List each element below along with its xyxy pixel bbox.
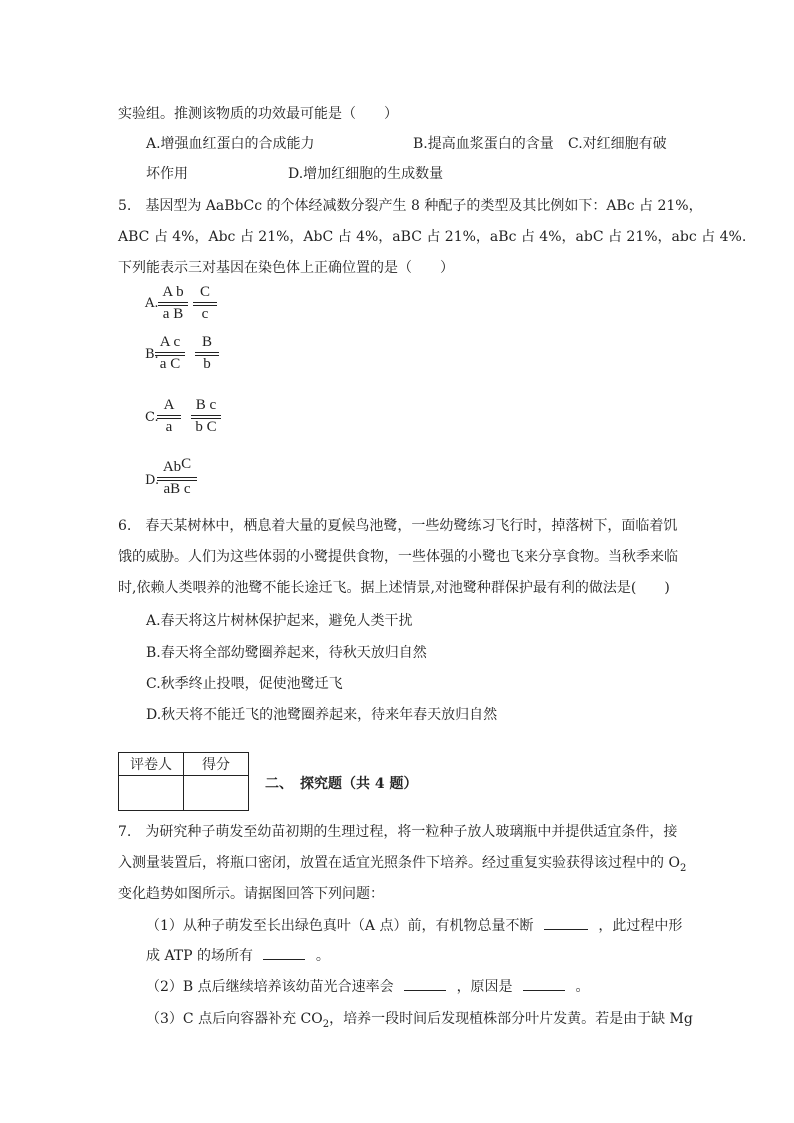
q7-stem-line2 — [118, 853, 686, 879]
q4-option-b: B.提高血浆蛋白的含量 — [413, 136, 554, 152]
grader-header: 评卷人 — [119, 753, 184, 776]
allele-top-raised: C — [181, 456, 192, 472]
q5-option-b-chromosome-1 — [155, 334, 185, 373]
q6-stem-line2: 饿的威胁。人们为这些体弱的小鹭提供食物，一些体强的小鹭也飞来分享食物。当秋季来临 — [118, 549, 678, 565]
q7-part1-text-b: ，此过程中形 — [598, 918, 683, 934]
allele-bottom: c — [201, 306, 209, 322]
allele-top: B — [201, 334, 212, 350]
allele-bottom: a C — [159, 356, 181, 372]
q7-part3-text-b: ，培养一段时间后发现植株部分叶片发黄。若是由于缺 Mg — [329, 1011, 693, 1027]
q7-part2-line — [146, 977, 589, 997]
q5-stem-line1: 5. 基因型为 AaBbCc 的个体经减数分裂产生 8 种配子的类型及其比例如下：ABc 占 21%， — [118, 198, 703, 214]
q5-option-c-chromosome-2 — [191, 397, 221, 436]
q5-stem-line3: 下列能表示三对基因在染色体上正确位置的是（ ） — [118, 260, 454, 276]
q7-stem-line3: 变化趋势如图所示。请据图回答下列问题： — [118, 886, 384, 902]
chromosome-line — [193, 302, 217, 303]
answer-blank-3[interactable] — [404, 990, 446, 991]
allele-top: A — [163, 397, 175, 413]
q5-option-c-chromosome-1 — [157, 397, 181, 436]
q7-stem-line2-text: 入测量装置后，将瓶口密闭，放置在适宜光照条件下培养。经过重复实验获得该过程中的 O — [118, 855, 680, 871]
q6-stem-line1: 6. 春天某树林中，栖息着大量的夏候鸟池鹭，一些幼鹭练习飞行时，掉落树下，面临着饥 — [118, 518, 678, 534]
answer-blank-2[interactable] — [263, 959, 305, 960]
o2-subscript: 2 — [679, 862, 687, 874]
answer-blank-1[interactable] — [544, 929, 588, 930]
q5-option-c-label: C. — [145, 410, 159, 425]
allele-bottom: a — [165, 419, 173, 435]
q7-stem-line1: 7. 为研究种子萌发至幼苗初期的生理过程，将一粒种子放人玻璃瓶中并提供适宜条件，接 — [118, 824, 678, 840]
q4-option-c: C.对红细胞有破 — [568, 136, 667, 152]
q5-option-b-chromosome-2 — [195, 334, 219, 373]
co2-subscript: 2 — [322, 1018, 330, 1030]
q4-option-a: A.增强血红蛋白的合成能力 — [146, 136, 315, 152]
allele-top: B c — [195, 397, 217, 413]
q5-option-a-chromosome-2 — [193, 284, 217, 323]
q5-option-a-label: A. — [145, 296, 159, 311]
score-cell — [184, 776, 249, 811]
chromosome-line — [195, 352, 219, 353]
chromosome-line — [157, 415, 181, 416]
allele-bottom: a B — [162, 306, 184, 322]
q7-part3-line — [146, 1009, 693, 1035]
allele-top: C — [199, 284, 210, 300]
q5-stem-line2: ABC 占 4%，Abc 占 21%，AbC 占 4%，aBC 占 21%，aBc 占 4%，abC 占 21%，abc 占 4%. — [118, 229, 747, 245]
q7-part1-text-a: （1）从种子萌发至长出绿色真叶（A 点）前，有机物总量不断 — [146, 918, 534, 934]
q6-option-b: B.春天将全部幼鹭圈养起来，待秋天放归自然 — [146, 645, 427, 661]
q7-part1-text-d: 。 — [315, 948, 330, 964]
q7-part2-text-a: （2）B 点后继续培养该幼苗光合速率会 — [146, 979, 394, 995]
allele-bottom: b — [203, 356, 211, 372]
chromosome-line — [157, 477, 197, 478]
q4-option-c-cont: 坏作用 — [146, 166, 188, 182]
answer-blank-4[interactable] — [523, 990, 565, 991]
q7-part3-text-a: （3）C 点后向容器补充 CO — [146, 1011, 323, 1027]
grader-cell — [119, 776, 184, 811]
q5-option-a-chromosome-1 — [158, 284, 188, 323]
chromosome-line — [155, 352, 185, 353]
q4-option-d: D.增加红细胞的生成数量 — [288, 166, 444, 182]
q5-option-d-chromosome — [157, 456, 197, 498]
score-header: 得分 — [184, 753, 249, 776]
allele-top: A b — [162, 284, 184, 300]
q5-option-b-label: B. — [145, 347, 159, 362]
chromosome-line — [191, 415, 221, 416]
allele-bottom: b C — [195, 419, 217, 435]
allele-top: A c — [159, 334, 181, 350]
allele-top-text: Ab — [162, 459, 182, 475]
score-table — [118, 752, 249, 811]
q7-part2-text-c: 。 — [575, 979, 590, 995]
q6-option-a: A.春天将这片树林保护起来，避免人类干扰 — [146, 613, 413, 629]
q5-option-d-label: D. — [145, 473, 160, 488]
q7-part1-text-c: 成 ATP 的场所有 — [146, 948, 254, 964]
q7-part1-line2 — [146, 946, 330, 966]
q7-part1-line1 — [146, 916, 682, 936]
chromosome-line — [158, 302, 188, 303]
allele-bottom: aB c — [163, 481, 191, 497]
q6-option-c: C.秋季终止投喂，促使池鹭迁飞 — [146, 676, 343, 692]
allele-top — [157, 456, 197, 476]
q6-option-d: D.秋天将不能迁飞的池鹭圈养起来，待来年春天放归自然 — [146, 707, 498, 723]
q4-stem-end: 实验组。推测该物质的功效最可能是（ ） — [118, 106, 398, 122]
section-heading: 二、 探究题（共 4 题） — [265, 776, 418, 792]
q7-part2-text-b: ，原因是 — [456, 979, 513, 995]
q6-stem-line3: 时,依赖人类喂养的池鹭不能长途迁飞。据上述情景,对池鹭种群保护最有利的做法是( ) — [118, 580, 670, 596]
